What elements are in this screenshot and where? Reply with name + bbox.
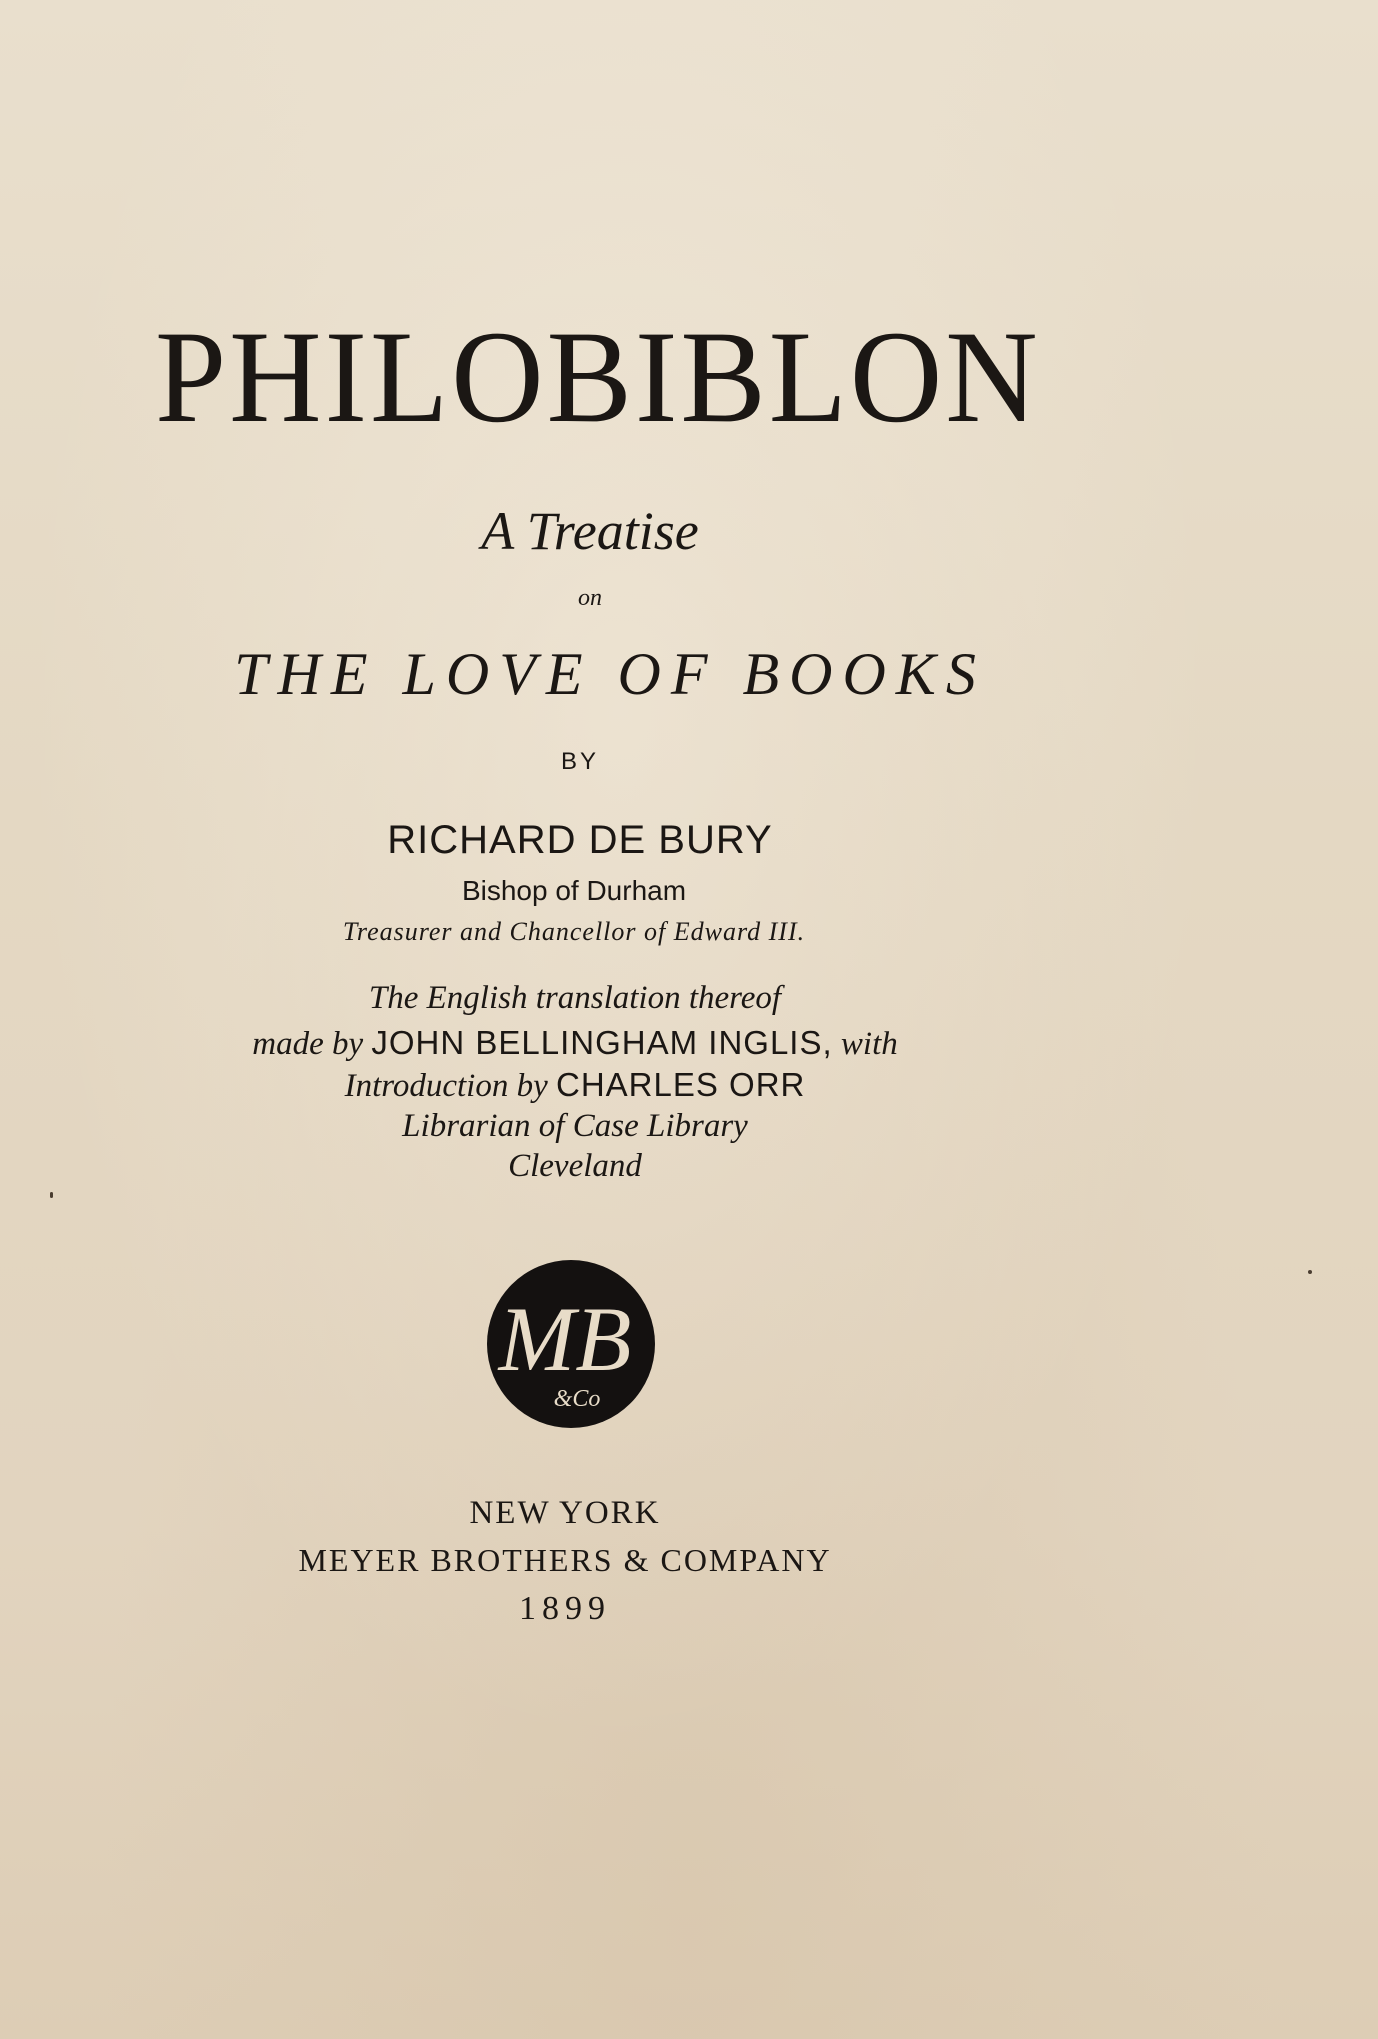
translation-line-1: The English translation thereof (368, 980, 782, 1016)
introduction-by: Introduction by (344, 1068, 548, 1104)
introducer-city: Cleveland (508, 1148, 642, 1184)
imprint-publisher: MEYER BROTHERS & COMPANY (298, 1542, 832, 1578)
translation-line-2 (0, 1024, 1150, 1063)
paper-speck (50, 1192, 53, 1198)
byline-by: BY (560, 748, 599, 775)
subtitle-love-of-books: THE LOVE OF BOOKS (234, 641, 986, 707)
author-name: RICHARD DE BURY (387, 818, 773, 862)
translation-line-3 (0, 1066, 1150, 1105)
translation-made-by: made by (252, 1026, 364, 1062)
subtitle-treatise: A Treatise (481, 501, 699, 561)
author-role: Bishop of Durham (461, 875, 687, 906)
introducer-name: CHARLES ORR (556, 1066, 806, 1103)
monogram-letters: MB (498, 1288, 632, 1390)
subtitle-on: on (578, 585, 602, 611)
publisher-monogram-icon (485, 1258, 657, 1430)
introducer-title: Librarian of Case Library (402, 1108, 748, 1144)
translation-with: with (840, 1026, 898, 1062)
paper-speck (1308, 1270, 1312, 1274)
imprint-city: NEW YORK (469, 1495, 661, 1531)
monogram-suffix: &Co (553, 1386, 601, 1412)
imprint-year: 1899 (519, 1590, 611, 1627)
book-title: PHILOBIBLON (155, 303, 1041, 450)
author-office: Treasurer and Chancellor of Edward III. (342, 917, 806, 946)
translator-name: JOHN BELLINGHAM INGLIS, (371, 1024, 833, 1061)
